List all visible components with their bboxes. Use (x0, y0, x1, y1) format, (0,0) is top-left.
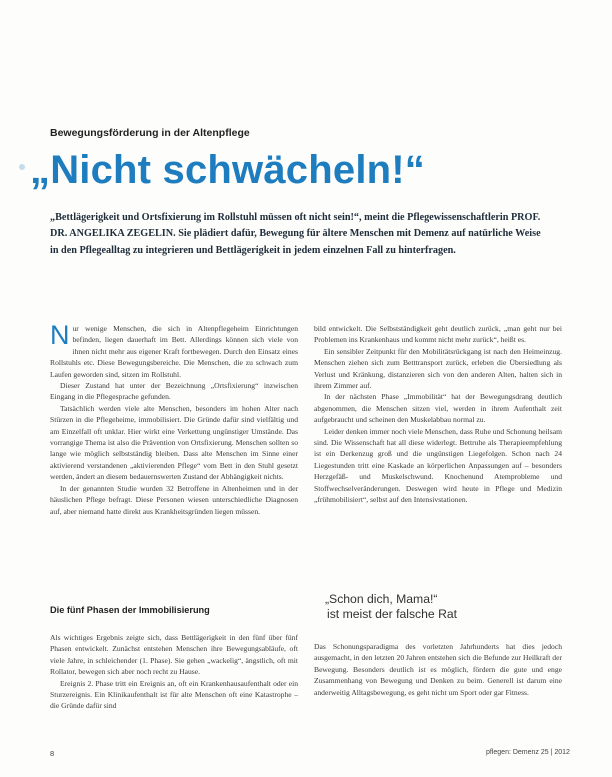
paragraph (50, 320, 298, 380)
drop-cap: N (50, 320, 70, 350)
right-column-lower (314, 641, 562, 698)
decorative-dot (19, 164, 25, 170)
paragraph-text: ur wenige Menschen, die sich in Altenpflegeheim Einrichtungen befinden, liegen dauerhaft im Bett. Allerdings können sich viele von ihnen nicht mehr aus eigener Kraft fortbewegen. Durch den Einsatz eines Rollstuhls etc. Diese Bewegungsbereiche. Die Menschen, die zu schwach zum Laufen geworden sind, sitzen im Rollstuhl. (50, 324, 298, 379)
paragraph: In der genannten Studie wurden 32 Betroffene in Altenheimen und in der häuslichen Pflege befragt. Diese Personen wiesen unterschiedliche Diagnosen auf, aber niemand hatte direkt aus Krankheitsgründen liegen müssen. (50, 483, 298, 516)
paragraph: In der nächsten Phase „Immobilität“ hat der Bewegungsdrang deutlich abgenommen, die Menschen sitzen viel, werden in ihrem Aufenthalt zeit aufgebraucht und scheinen den Muskelabbau normal zu. (314, 392, 562, 425)
pull-quote-line: „Schon dich, Mama!“ (325, 592, 438, 606)
page-number: 8 (50, 749, 55, 758)
paragraph: Leider denken immer noch viele Menschen, dass Ruhe und Schonung heilsam sind. Die Wissenschaft hat all diese widerlegt. Bettruhe als Therapieempfehlung ist ein Derkenzug groß und die ungünstigen Liegefolgen. Schon nach 24 Liegestunden tritt eine Kaskade an körperlichen Anpassungen auf – besonders Herzgefäß- und Muskelschwund. Knochenund Atemprobleme und Stoffwechselveränderungen. Deswegen wird heute in Pflege und Medizin „frühmobilisiert“, selbst auf den Intensivstationen. (314, 426, 562, 505)
article-lead: „Bettlägerigkeit und Ortsfixierung im Rollstuhl müssen oft nicht sein!“, meint die Pflegewissenschaftlerin PROF. DR. ANGELIKA ZEGELIN. Sie plädiert dafür, Bewegung für ältere Menschen mit Demenz auf natürliche Weise in den Pflegealltag zu integrieren und Bettlägerigkeit in jedem einzelnen Fall zu hinterfragen. (50, 212, 541, 256)
paragraph: Als wichtiges Ergebnis zeigte sich, dass Bettlägerigkeit in den fünf über fünf Phasen entwickelt. Zunächst entstehen Menschen ihre Bewegungsabläufe, oft viele Jahre, in schleichender (1. Phase). Sie gehen „wackelig“, ängstlich, oft mit Rollator, bewegen sich aber noch recht zu Hause. (50, 633, 298, 677)
right-column (314, 323, 562, 506)
paragraph: Ereignis 2. Phase tritt ein Ereignis an, oft ein Krankenhausaufenthalt oder ein Sturzereignis. Ein Klinikaufenthalt ist für alte Menschen oft eine Katastrophe – die Gründe dafür sind (50, 678, 298, 711)
paragraph: Das Schonungsparadigma des vorletzten Jahrhunderts hat dies jedoch ausgemacht, in den letzten 20 Jahren entstehen sich die Befunde zur Heilkraft der Bewegung. Besonders deutlich ist es möglich, fördern die gute und enge Zusammenhang von Bewegung und Denken zu beim. Generell ist darum eine anderweitig Alltagsbewegung, es geht nicht um Sport oder gar Fitness. (314, 642, 562, 697)
paragraph: Tatsächlich werden viele alte Menschen, besonders im hohen Alter nach Stürzen in die Pflegeheime, immobilisiert. Die Gründe dafür sind vielfältig und am Einzelfall oft unklar. Hier wirkt eine Verkettung ungünstiger Umstände. Das vorrangige Thema ist also die Prävention von Ortsfixierung. Menschen sollten so lange wie möglich selbstständig bleiben. Dass alte Menschen im Sinne einer aktivierend verstandenen „aktivierenden Pflege“ vom Bett in den Stuhl gesetzt werden, ändert an diesem bedauernswerten Zustand der Abhängigkeit nichts. (50, 403, 298, 482)
pull-quote (325, 592, 555, 622)
section-heading: Die fünf Phasen der Immobilisierung (50, 605, 210, 615)
paragraph: bild entwickelt. Die Selbstständigkeit geht deutlich zurück, „man geht nur bei Problemen ins Krankenhaus und kommt nicht mehr zurück“, heißt es. (314, 324, 562, 345)
article-kicker: Bewegungsförderung in der Altenpflege (50, 127, 250, 139)
paragraph: Dieser Zustand hat unter der Bezeichnung „Ortsfixierung“ inzwischen Eingang in die Pflegesprache gefunden. (50, 381, 298, 402)
pull-quote-line: ist meist der falsche Rat (327, 607, 458, 621)
left-column (50, 320, 298, 517)
paragraph: Ein sensibler Zeitpunkt für den Mobilitätsrückgang ist nach den Heimeinzug. Menschen ziehen sich zum Betttransport zurück, erleben die Übersiedlung als Verlust und Kränkung, distanzieren sich von den anderen Alten, halten sich in ihrem Zimmer auf. (314, 346, 562, 391)
magazine-footer: pflegen: Demenz 25 | 2012 (486, 749, 570, 756)
article-headline: „Nicht schwächeln!“ (30, 148, 425, 192)
left-column-lower (50, 632, 298, 712)
